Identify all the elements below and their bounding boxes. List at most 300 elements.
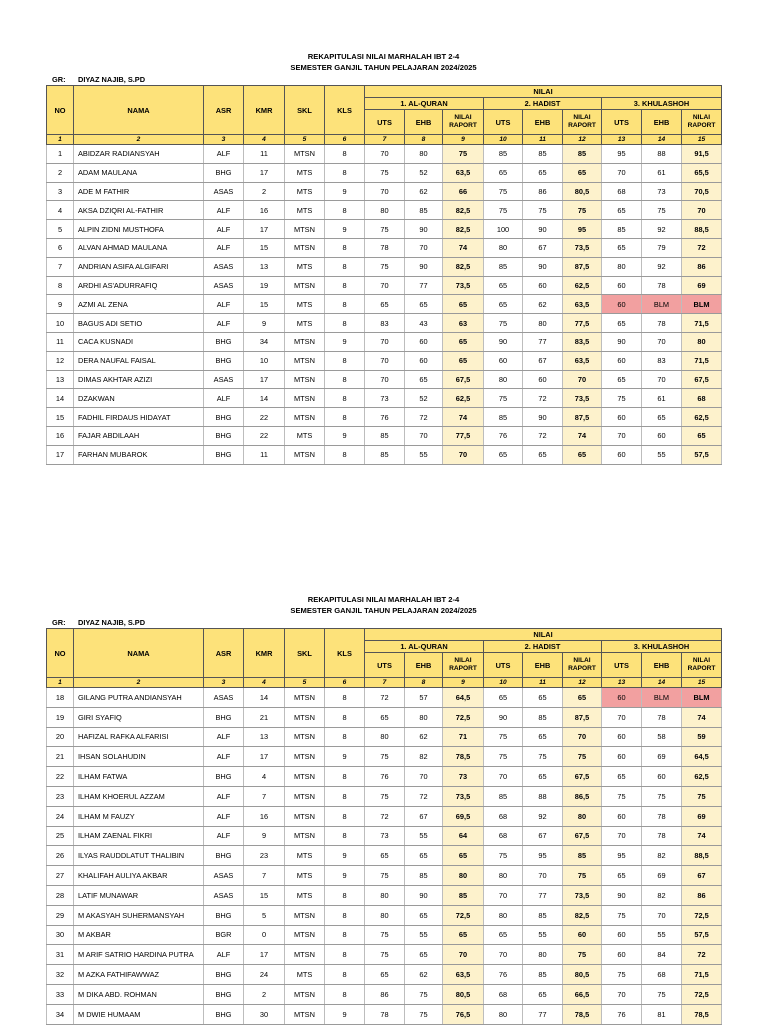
cell-khulashoh-raport: 70 (682, 201, 722, 220)
cell-nama: ILHAM KHOERUL AZZAM (74, 786, 204, 806)
cell-hadist-raport: 65 (563, 688, 602, 708)
cell-hadist-uts: 65 (484, 276, 523, 295)
sheet-2 (46, 594, 721, 1025)
header-nilai-raport (443, 653, 484, 678)
cell-hadist-raport: 73,5 (563, 885, 602, 905)
cell-hadist-ehb: 85 (523, 965, 563, 985)
cell-hadist-ehb: 62 (523, 295, 563, 314)
cell-hadist-uts: 68 (484, 826, 523, 846)
cell-nama: ANDRIAN ASIFA ALGIFARI (74, 257, 204, 276)
cell-quran-raport: 69,5 (443, 806, 484, 826)
cell-hadist-ehb: 65 (523, 163, 563, 182)
cell-hadist-uts: 75 (484, 727, 523, 747)
cell-khulashoh-uts: 68 (602, 182, 642, 201)
cell-skl: MTSN (285, 747, 325, 767)
cell-asr: ASAS (204, 276, 244, 295)
cell-khulashoh-ehb: 92 (642, 257, 682, 276)
cell-khulashoh-uts: 70 (602, 826, 642, 846)
cell-khulashoh-raport: 62,5 (682, 767, 722, 787)
cell-no: 29 (47, 905, 74, 925)
cell-quran-raport: 63,5 (443, 965, 484, 985)
cell-asr: BHG (204, 163, 244, 182)
table-row (47, 905, 722, 925)
column-index: 11 (523, 135, 563, 145)
cell-nama: DIMAS AKHTAR AZIZI (74, 370, 204, 389)
cell-khulashoh-uts: 60 (602, 295, 642, 314)
cell-quran-ehb: 75 (405, 1004, 443, 1024)
cell-quran-ehb: 52 (405, 163, 443, 182)
cell-quran-ehb: 43 (405, 314, 443, 333)
cell-hadist-ehb: 92 (523, 806, 563, 826)
cell-asr: ASAS (204, 688, 244, 708)
cell-khulashoh-uts: 65 (602, 201, 642, 220)
cell-skl: MTS (285, 426, 325, 445)
column-index: 1 (47, 135, 74, 145)
cell-khulashoh-uts: 75 (602, 786, 642, 806)
cell-hadist-ehb: 70 (523, 866, 563, 886)
cell-khulashoh-raport: 91,5 (682, 145, 722, 164)
cell-nama: M AZKA FATHIFAWWAZ (74, 965, 204, 985)
column-index: 8 (405, 678, 443, 688)
cell-asr: BHG (204, 332, 244, 351)
cell-hadist-raport: 74 (563, 426, 602, 445)
title-line-1: REKAPITULASI NILAI MARHALAH IBT 2-4 (307, 595, 460, 604)
cell-no: 8 (47, 276, 74, 295)
cell-quran-raport: 63,5 (443, 163, 484, 182)
column-index: 13 (602, 678, 642, 688)
cell-asr: BHG (204, 846, 244, 866)
cell-hadist-uts: 80 (484, 866, 523, 886)
cell-nama: BAGUS ADI SETIO (74, 314, 204, 333)
cell-hadist-uts: 60 (484, 351, 523, 370)
cell-khulashoh-uts: 60 (602, 945, 642, 965)
cell-hadist-uts: 70 (484, 767, 523, 787)
cell-quran-ehb: 65 (405, 846, 443, 866)
cell-khulashoh-ehb: 83 (642, 351, 682, 370)
cell-hadist-raport: 95 (563, 220, 602, 239)
cell-hadist-ehb: 86 (523, 182, 563, 201)
cell-khulashoh-ehb: 58 (642, 727, 682, 747)
cell-no: 6 (47, 238, 74, 257)
cell-hadist-ehb: 67 (523, 826, 563, 846)
cell-hadist-uts: 80 (484, 370, 523, 389)
table-row (47, 276, 722, 295)
cell-hadist-uts: 65 (484, 295, 523, 314)
cell-kls: 8 (325, 445, 365, 464)
cell-nama: FARHAN MUBAROK (74, 445, 204, 464)
cell-no: 16 (47, 426, 74, 445)
cell-skl: MTSN (285, 389, 325, 408)
cell-skl: MTS (285, 163, 325, 182)
table-row (47, 826, 722, 846)
column-index: 14 (642, 135, 682, 145)
cell-skl: MTS (285, 846, 325, 866)
cell-quran-raport: 65 (443, 332, 484, 351)
cell-hadist-raport: 85 (563, 846, 602, 866)
cell-khulashoh-ehb: 68 (642, 965, 682, 985)
column-index: 2 (74, 678, 204, 688)
cell-hadist-raport: 77,5 (563, 314, 602, 333)
cell-quran-ehb: 60 (405, 351, 443, 370)
cell-hadist-raport: 66,5 (563, 984, 602, 1004)
cell-kmr: 16 (244, 806, 285, 826)
cell-kmr: 11 (244, 445, 285, 464)
cell-hadist-raport: 62,5 (563, 276, 602, 295)
cell-hadist-uts: 100 (484, 220, 523, 239)
cell-kls: 8 (325, 688, 365, 708)
column-index: 10 (484, 135, 523, 145)
cell-khulashoh-ehb: BLM (642, 688, 682, 708)
cell-khulashoh-raport: 72,5 (682, 984, 722, 1004)
column-index-row (47, 135, 722, 145)
cell-khulashoh-ehb: 60 (642, 767, 682, 787)
cell-no: 30 (47, 925, 74, 945)
cell-kmr: 9 (244, 826, 285, 846)
cell-kmr: 17 (244, 945, 285, 965)
cell-kmr: 13 (244, 257, 285, 276)
header-nilai: NILAI (365, 86, 722, 98)
cell-khulashoh-uts: 65 (602, 238, 642, 257)
cell-khulashoh-uts: 60 (602, 727, 642, 747)
cell-kmr: 0 (244, 925, 285, 945)
table-row (47, 925, 722, 945)
cell-khulashoh-ehb: 78 (642, 314, 682, 333)
cell-kmr: 17 (244, 163, 285, 182)
cell-khulashoh-raport: BLM (682, 688, 722, 708)
cell-kmr: 15 (244, 295, 285, 314)
cell-quran-raport: 80,5 (443, 984, 484, 1004)
column-index: 9 (443, 135, 484, 145)
cell-no: 28 (47, 885, 74, 905)
cell-quran-uts: 85 (365, 426, 405, 445)
cell-quran-raport: 82,5 (443, 220, 484, 239)
cell-hadist-uts: 75 (484, 314, 523, 333)
cell-no: 7 (47, 257, 74, 276)
table-row (47, 445, 722, 464)
header-kmr: KMR (244, 629, 285, 678)
cell-kmr: 13 (244, 727, 285, 747)
cell-khulashoh-raport: 72,5 (682, 905, 722, 925)
cell-khulashoh-uts: 90 (602, 885, 642, 905)
cell-quran-uts: 75 (365, 945, 405, 965)
table-row (47, 984, 722, 1004)
table-row (47, 1004, 722, 1024)
cell-kls: 8 (325, 925, 365, 945)
cell-kmr: 15 (244, 238, 285, 257)
column-index: 5 (285, 678, 325, 688)
cell-quran-ehb: 90 (405, 220, 443, 239)
cell-khulashoh-uts: 60 (602, 408, 642, 427)
cell-kmr: 22 (244, 426, 285, 445)
column-index: 11 (523, 678, 563, 688)
cell-khulashoh-raport: 78,5 (682, 1004, 722, 1024)
cell-nama: CACA KUSNADI (74, 332, 204, 351)
cell-skl: MTSN (285, 826, 325, 846)
cell-khulashoh-raport: 65,5 (682, 163, 722, 182)
cell-asr: ALF (204, 145, 244, 164)
cell-khulashoh-raport: 88,5 (682, 846, 722, 866)
cell-kls: 8 (325, 370, 365, 389)
cell-khulashoh-raport: 72 (682, 238, 722, 257)
cell-no: 32 (47, 965, 74, 985)
cell-quran-uts: 80 (365, 885, 405, 905)
cell-khulashoh-raport: 57,5 (682, 925, 722, 945)
table-row (47, 389, 722, 408)
header-nilai-raport-line2: RAPORT (687, 122, 716, 129)
cell-skl: MTSN (285, 984, 325, 1004)
cell-quran-ehb: 75 (405, 984, 443, 1004)
teacher-line (46, 74, 721, 85)
cell-skl: MTSN (285, 351, 325, 370)
cell-khulashoh-raport: 62,5 (682, 408, 722, 427)
cell-kls: 8 (325, 905, 365, 925)
cell-kmr: 23 (244, 846, 285, 866)
cell-quran-raport: 74 (443, 238, 484, 257)
cell-no: 20 (47, 727, 74, 747)
column-index: 15 (682, 135, 722, 145)
cell-kls: 8 (325, 314, 365, 333)
cell-asr: ALF (204, 295, 244, 314)
header-nilai-raport-line2: RAPORT (568, 122, 596, 129)
cell-quran-raport: 70 (443, 945, 484, 965)
cell-hadist-ehb: 77 (523, 1004, 563, 1024)
header-kls: KLS (325, 86, 365, 135)
cell-quran-uts: 75 (365, 257, 405, 276)
column-index: 7 (365, 678, 405, 688)
cell-hadist-raport: 75 (563, 945, 602, 965)
header-uts: UTS (484, 110, 523, 135)
cell-khulashoh-uts: 95 (602, 846, 642, 866)
header-asr: ASR (204, 629, 244, 678)
cell-asr: ALF (204, 314, 244, 333)
cell-hadist-uts: 85 (484, 145, 523, 164)
cell-kls: 8 (325, 389, 365, 408)
cell-quran-ehb: 72 (405, 408, 443, 427)
cell-nama: M AKASYAH SUHERMANSYAH (74, 905, 204, 925)
cell-no: 27 (47, 866, 74, 886)
cell-quran-uts: 75 (365, 866, 405, 886)
cell-khulashoh-uts: 75 (602, 905, 642, 925)
header-nilai-raport (682, 110, 722, 135)
header-nilai-raport (682, 653, 722, 678)
cell-kls: 8 (325, 786, 365, 806)
cell-khulashoh-uts: 60 (602, 747, 642, 767)
table-row (47, 370, 722, 389)
header-nilai-raport-line2: RAPORT (449, 122, 477, 129)
column-index: 12 (563, 135, 602, 145)
column-index-row (47, 678, 722, 688)
cell-khulashoh-ehb: 92 (642, 220, 682, 239)
header-ehb: EHB (405, 653, 443, 678)
cell-asr: BHG (204, 905, 244, 925)
cell-hadist-uts: 70 (484, 885, 523, 905)
header-skl: SKL (285, 86, 325, 135)
cell-kmr: 24 (244, 965, 285, 985)
cell-skl: MTS (285, 885, 325, 905)
cell-hadist-ehb: 60 (523, 276, 563, 295)
table-row (47, 747, 722, 767)
cell-kls: 8 (325, 351, 365, 370)
cell-kls: 9 (325, 220, 365, 239)
cell-khulashoh-uts: 65 (602, 314, 642, 333)
cell-nama: IHSAN SOLAHUDIN (74, 747, 204, 767)
cell-kmr: 14 (244, 389, 285, 408)
cell-no: 25 (47, 826, 74, 846)
cell-khulashoh-uts: 76 (602, 1004, 642, 1024)
report-title (46, 594, 721, 616)
cell-khulashoh-uts: 75 (602, 965, 642, 985)
cell-khulashoh-ehb: 84 (642, 945, 682, 965)
header-uts: UTS (365, 110, 405, 135)
header-nilai-raport-line1: NILAI (573, 114, 591, 121)
cell-khulashoh-ehb: 69 (642, 747, 682, 767)
cell-hadist-raport: 80,5 (563, 182, 602, 201)
cell-hadist-uts: 75 (484, 846, 523, 866)
cell-hadist-ehb: 90 (523, 220, 563, 239)
cell-kls: 8 (325, 163, 365, 182)
cell-kmr: 2 (244, 984, 285, 1004)
cell-kls: 8 (325, 257, 365, 276)
cell-quran-uts: 75 (365, 786, 405, 806)
cell-hadist-raport: 70 (563, 727, 602, 747)
cell-quran-ehb: 57 (405, 688, 443, 708)
cell-quran-uts: 85 (365, 445, 405, 464)
cell-hadist-ehb: 80 (523, 945, 563, 965)
cell-nama: DZAKWAN (74, 389, 204, 408)
cell-khulashoh-raport: 80 (682, 332, 722, 351)
cell-nama: AKSA DZIQRI AL-FATHIR (74, 201, 204, 220)
table-row (47, 351, 722, 370)
header-kmr: KMR (244, 86, 285, 135)
cell-hadist-ehb: 75 (523, 201, 563, 220)
cell-quran-ehb: 70 (405, 767, 443, 787)
table-row (47, 238, 722, 257)
cell-khulashoh-raport: 74 (682, 707, 722, 727)
column-index: 13 (602, 135, 642, 145)
table-row (47, 332, 722, 351)
column-index: 12 (563, 678, 602, 688)
cell-hadist-raport: 65 (563, 163, 602, 182)
header-nilai-raport-line1: NILAI (454, 657, 472, 664)
header-nilai-raport-line2: RAPORT (568, 665, 596, 672)
cell-kmr: 22 (244, 408, 285, 427)
cell-quran-ehb: 65 (405, 905, 443, 925)
cell-skl: MTSN (285, 276, 325, 295)
cell-khulashoh-ehb: 78 (642, 826, 682, 846)
cell-khulashoh-ehb: 69 (642, 866, 682, 886)
cell-khulashoh-uts: 70 (602, 984, 642, 1004)
cell-quran-uts: 70 (365, 182, 405, 201)
cell-khulashoh-ehb: 75 (642, 201, 682, 220)
cell-quran-ehb: 62 (405, 182, 443, 201)
header-no: NO (47, 629, 74, 678)
cell-quran-raport: 67,5 (443, 370, 484, 389)
cell-kls: 8 (325, 145, 365, 164)
cell-kmr: 9 (244, 314, 285, 333)
header-uts: UTS (602, 653, 642, 678)
cell-hadist-uts: 76 (484, 965, 523, 985)
cell-quran-uts: 76 (365, 408, 405, 427)
cell-hadist-raport: 63,5 (563, 295, 602, 314)
cell-khulashoh-ehb: 75 (642, 984, 682, 1004)
cell-nama: ILHAM M FAUZY (74, 806, 204, 826)
cell-khulashoh-raport: 67 (682, 866, 722, 886)
cell-skl: MTS (285, 201, 325, 220)
header-subject-quran: 1. AL-QURAN (365, 98, 484, 110)
cell-nama: ALVAN AHMAD MAULANA (74, 238, 204, 257)
teacher-label: GR: (52, 618, 66, 627)
cell-asr: ALF (204, 201, 244, 220)
cell-no: 24 (47, 806, 74, 826)
cell-skl: MTSN (285, 707, 325, 727)
cell-khulashoh-raport: 88,5 (682, 220, 722, 239)
cell-hadist-uts: 70 (484, 945, 523, 965)
cell-skl: MTSN (285, 925, 325, 945)
cell-khulashoh-ehb: BLM (642, 295, 682, 314)
header-subject-hadist: 2. HADIST (484, 98, 602, 110)
cell-asr: BHG (204, 767, 244, 787)
table-row (47, 727, 722, 747)
cell-asr: BHG (204, 351, 244, 370)
header-uts: UTS (365, 653, 405, 678)
cell-quran-uts: 75 (365, 747, 405, 767)
cell-nama: ILHAM ZAENAL FIKRI (74, 826, 204, 846)
cell-nama: M DWIE HUMAAM (74, 1004, 204, 1024)
grades-table-1-body (47, 145, 722, 465)
cell-skl: MTSN (285, 1004, 325, 1024)
cell-khulashoh-uts: 95 (602, 145, 642, 164)
header-kls: KLS (325, 629, 365, 678)
cell-khulashoh-uts: 65 (602, 866, 642, 886)
header-nilai-raport-line1: NILAI (692, 114, 711, 121)
cell-kls: 8 (325, 945, 365, 965)
cell-khulashoh-ehb: 88 (642, 145, 682, 164)
table-row (47, 707, 722, 727)
cell-hadist-uts: 68 (484, 984, 523, 1004)
cell-quran-raport: 74 (443, 408, 484, 427)
cell-quran-uts: 78 (365, 238, 405, 257)
cell-khulashoh-ehb: 78 (642, 707, 682, 727)
header-asr: ASR (204, 86, 244, 135)
cell-kls: 9 (325, 426, 365, 445)
cell-nama: KHALIFAH AULIYA AKBAR (74, 866, 204, 886)
table-row (47, 806, 722, 826)
cell-skl: MTSN (285, 408, 325, 427)
cell-kls: 8 (325, 826, 365, 846)
cell-khulashoh-uts: 75 (602, 389, 642, 408)
cell-kmr: 17 (244, 220, 285, 239)
cell-hadist-ehb: 65 (523, 445, 563, 464)
cell-hadist-ehb: 85 (523, 905, 563, 925)
cell-quran-raport: 63 (443, 314, 484, 333)
cell-skl: MTSN (285, 238, 325, 257)
cell-hadist-raport: 82,5 (563, 905, 602, 925)
cell-hadist-raport: 67,5 (563, 767, 602, 787)
cell-khulashoh-ehb: 61 (642, 163, 682, 182)
header-nama: NAMA (74, 86, 204, 135)
column-index: 4 (244, 135, 285, 145)
cell-nama: GIRI SYAFIQ (74, 707, 204, 727)
cell-quran-raport: 70 (443, 445, 484, 464)
cell-kls: 8 (325, 727, 365, 747)
column-index: 8 (405, 135, 443, 145)
cell-skl: MTS (285, 257, 325, 276)
cell-kls: 9 (325, 747, 365, 767)
cell-hadist-raport: 83,5 (563, 332, 602, 351)
cell-khulashoh-raport: 59 (682, 727, 722, 747)
cell-quran-raport: 64 (443, 826, 484, 846)
cell-khulashoh-uts: 70 (602, 426, 642, 445)
